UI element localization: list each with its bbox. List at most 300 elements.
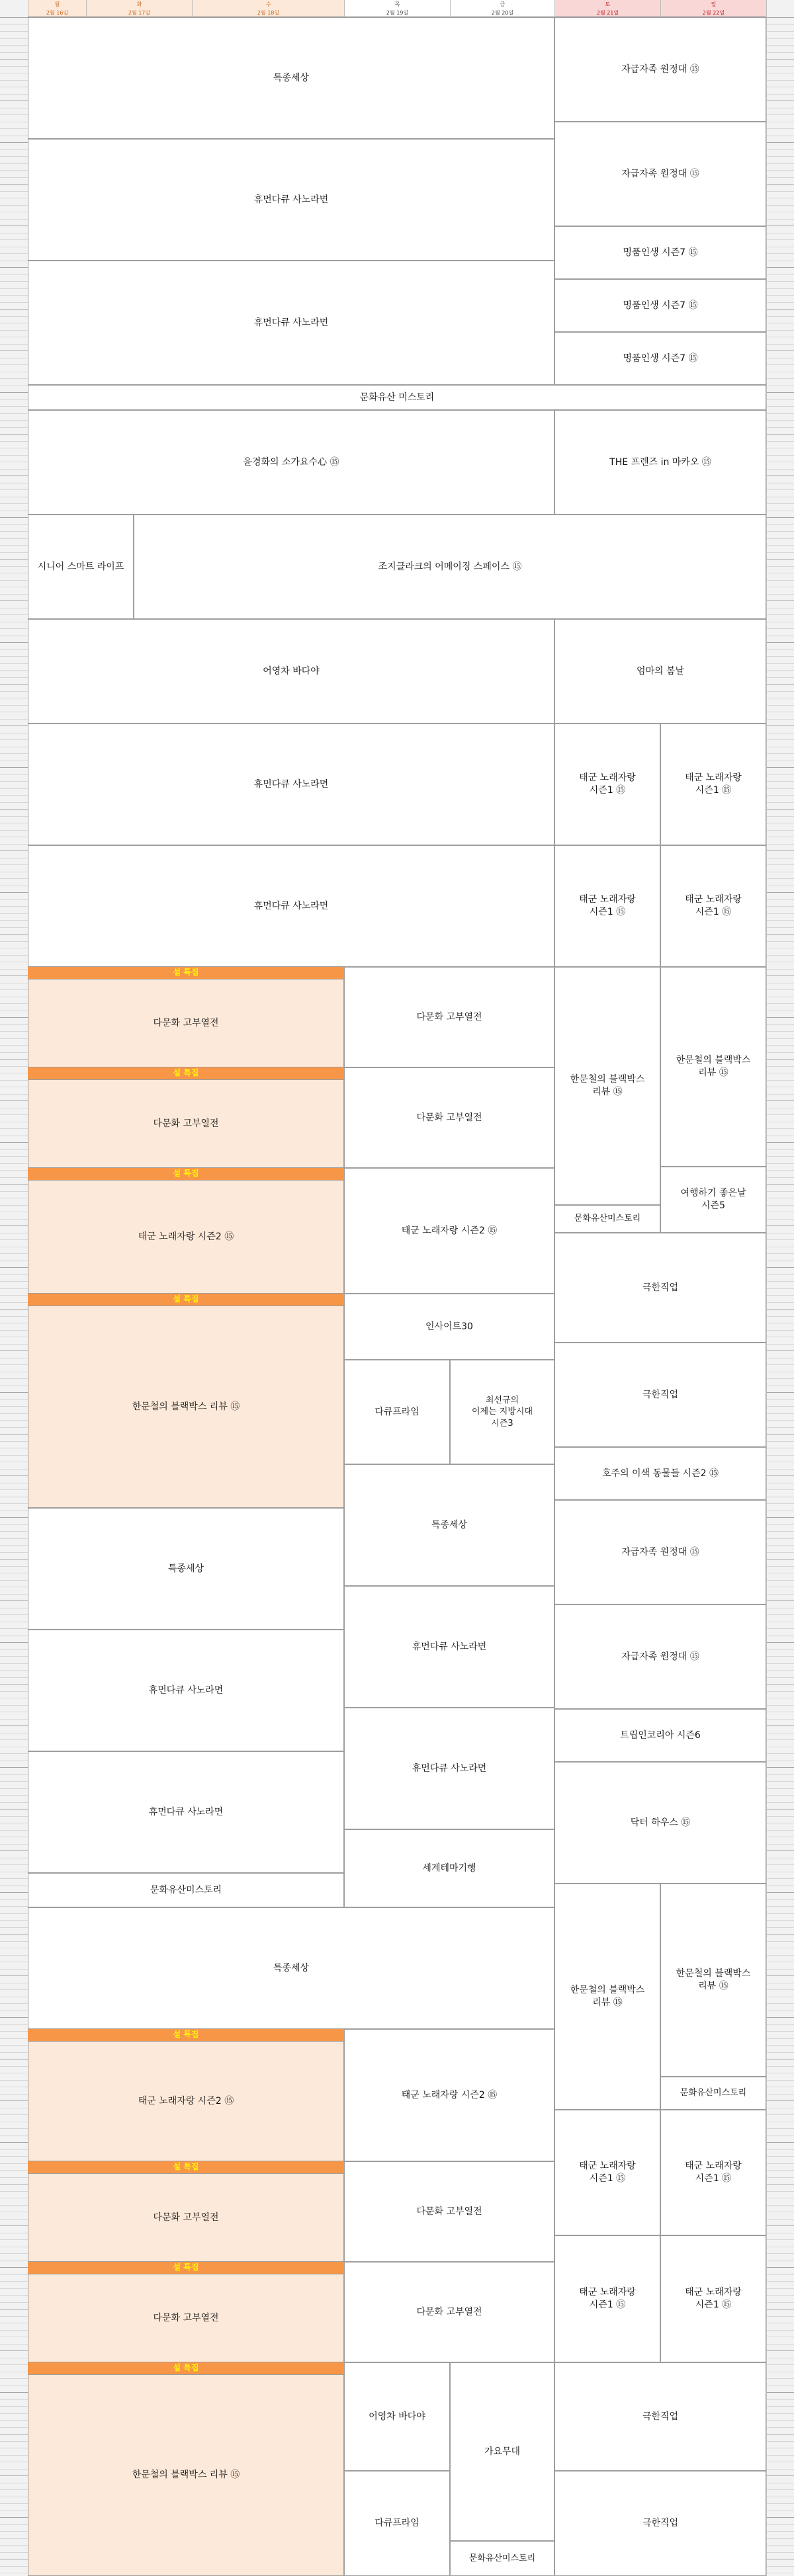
time-tick: [0, 1628, 28, 1629]
program-block[interactable]: 조지클라크의 어메이징 스페이스 ⑮: [134, 515, 766, 619]
time-tick: [767, 1344, 794, 1345]
time-tick: [0, 1989, 28, 1990]
time-tick: [0, 691, 28, 692]
program-block[interactable]: 어영차 바다야: [28, 619, 554, 724]
time-tick: [0, 2475, 28, 2476]
time-tick: [767, 1219, 794, 1220]
time-tick: [0, 656, 28, 657]
time-tick: [767, 434, 794, 435]
time-tick: [767, 1114, 794, 1115]
time-tick: [0, 1677, 28, 1678]
date-tue: 2월 17일: [86, 9, 192, 17]
time-tick: [767, 267, 794, 268]
time-tick: [767, 420, 794, 421]
time-tick: [0, 177, 28, 178]
time-tick: [0, 2205, 28, 2206]
time-tick: [0, 2531, 28, 2532]
time-tick: [767, 2114, 794, 2115]
time-tick: [0, 406, 28, 407]
day-sat: 토: [554, 0, 660, 9]
program-block[interactable]: 휴먼다큐 사노라면: [344, 1586, 554, 1708]
program-block[interactable]: 한문철의 블랙박스 리뷰 ⑮: [660, 967, 766, 1167]
time-tick: [0, 253, 28, 254]
time-tick: [0, 2045, 28, 2046]
time-tick: [767, 128, 794, 129]
program-block[interactable]: 자급자족 원정대 ⑮: [554, 17, 766, 122]
time-tick: [0, 1580, 28, 1581]
time-tick: [767, 1566, 794, 1567]
program-block[interactable]: 다문화 고부열전: [344, 2262, 554, 2362]
time-tick: [767, 1489, 794, 1490]
program-block[interactable]: 명품인생 시즌7 ⑮: [554, 226, 766, 279]
time-tick: [767, 788, 794, 789]
time-tick: [0, 913, 28, 914]
time-tick: [767, 1788, 794, 1789]
program-block[interactable]: 태군 노래자랑 시즌1 ⑮: [660, 2235, 766, 2362]
program-block[interactable]: 윤경화의 소가요수心 ⑮: [28, 410, 554, 515]
time-tick: [0, 1552, 28, 1553]
time-tick: [0, 1878, 28, 1879]
time-tick: [767, 1830, 794, 1831]
program-block[interactable]: 다문화 고부열전: [28, 1079, 344, 1168]
time-tick: [767, 705, 794, 706]
program-block[interactable]: 다문화 고부열전: [28, 2173, 344, 2262]
time-tick: [767, 774, 794, 775]
time-tick: [767, 670, 794, 671]
time-tick: [0, 1795, 28, 1796]
time-tick: [767, 1399, 794, 1400]
time-tick: [767, 545, 794, 546]
time-tick: [0, 878, 28, 879]
time-tick: [767, 1906, 794, 1907]
time-tick: [0, 2364, 28, 2365]
time-tick: [767, 2350, 794, 2351]
time-tick: [767, 927, 794, 928]
time-tick: [767, 1739, 794, 1740]
time-tick: [0, 864, 28, 865]
time-tick: [0, 705, 28, 706]
time-tick: [0, 2538, 28, 2539]
time-tick: [767, 2469, 794, 2470]
program-block[interactable]: 트립인코리아 시즌6: [554, 1709, 766, 1762]
time-tick: [767, 2281, 794, 2282]
time-tick: [767, 1420, 794, 1421]
program-block[interactable]: 태군 노래자랑 시즌1 ⑮: [554, 2235, 660, 2362]
program-block[interactable]: 명품인생 시즌7 ⑮: [554, 332, 766, 385]
time-tick: [0, 1427, 28, 1428]
time-tick: [767, 1469, 794, 1470]
time-tick: [0, 2469, 28, 2470]
time-tick: [767, 2455, 794, 2456]
time-tick: [0, 809, 28, 810]
time-tick: [0, 1725, 28, 1726]
time-tick: [0, 52, 28, 53]
program-block[interactable]: 특종세상: [28, 17, 554, 139]
time-tick: [767, 684, 794, 685]
time-tick: [767, 934, 794, 935]
time-tick: [767, 80, 794, 81]
program-block[interactable]: 태군 노래자랑 시즌1 ⑮: [554, 724, 660, 845]
time-tick: [767, 1170, 794, 1171]
time-tick: [767, 1816, 794, 1817]
program-block[interactable]: 다문화 고부열전: [28, 2274, 344, 2362]
time-tick: [767, 17, 794, 18]
time-tick: [0, 170, 28, 171]
time-tick: [0, 1302, 28, 1303]
time-tick: [0, 989, 28, 990]
time-tick: [0, 2545, 28, 2546]
time-tick: [0, 489, 28, 490]
time-tick: [0, 1781, 28, 1782]
time-tick: [0, 795, 28, 796]
time-tick: [0, 1378, 28, 1379]
time-tick: [767, 899, 794, 900]
program-block[interactable]: 문화유산미스토리: [28, 1873, 344, 1907]
time-tick: [0, 219, 28, 220]
time-tick: [0, 1941, 28, 1942]
program-block[interactable]: 한문철의 블랙박스 리뷰 ⑮: [554, 1884, 660, 2110]
time-tick: [767, 1441, 794, 1442]
time-tick: [0, 163, 28, 164]
time-tick: [0, 80, 28, 81]
program-block[interactable]: 문화유산 미스토리: [28, 385, 766, 410]
time-tick: [0, 1288, 28, 1289]
time-tick: [767, 1052, 794, 1053]
program-block[interactable]: 태군 노래자랑 시즌2 ⑮: [28, 1180, 344, 1294]
time-tick: [767, 24, 794, 25]
time-tick: [767, 2177, 794, 2178]
time-tick: [0, 1649, 28, 1650]
time-tick: [0, 1017, 28, 1018]
time-tick: [767, 809, 794, 810]
time-tick: [0, 642, 28, 643]
time-tick: [767, 2239, 794, 2240]
time-tick: [0, 1114, 28, 1115]
time-tick: [0, 184, 28, 185]
time-tick: [0, 2114, 28, 2115]
time-tick: [0, 149, 28, 150]
program-block[interactable]: 가요무대: [450, 2362, 554, 2541]
time-tick: [0, 205, 28, 206]
time-tick: [767, 441, 794, 442]
time-tick: [0, 1670, 28, 1671]
time-tick: [0, 309, 28, 310]
program-block[interactable]: 한문철의 블랙박스 리뷰 ⑮: [28, 1306, 344, 1508]
special-banner: 설 특집: [28, 2362, 344, 2374]
time-tick: [0, 94, 28, 95]
time-tick: [0, 344, 28, 345]
program-block[interactable]: 태군 노래자랑 시즌2 ⑮: [344, 2029, 554, 2161]
time-tick: [0, 1281, 28, 1282]
time-tick: [767, 2406, 794, 2407]
time-tick: [0, 2503, 28, 2504]
time-tick: [767, 1719, 794, 1720]
time-tick: [767, 1142, 794, 1143]
time-tick: [767, 2253, 794, 2254]
program-block[interactable]: 태군 노래자랑 시즌1 ⑮: [660, 2110, 766, 2235]
time-tick: [0, 2344, 28, 2345]
time-tick: [0, 524, 28, 525]
program-block[interactable]: 특종세상: [28, 1508, 344, 1630]
time-tick: [0, 1538, 28, 1539]
program-block[interactable]: 문화유산미스토리: [554, 1205, 660, 1233]
time-tick: [767, 2267, 794, 2268]
program-block[interactable]: 휴먼다큐 사노라면: [28, 139, 554, 261]
time-tick: [767, 2420, 794, 2421]
time-tick: [0, 191, 28, 192]
time-tick: [767, 2364, 794, 2365]
time-tick: [0, 316, 28, 317]
time-tick: [767, 2413, 794, 2414]
time-tick: [767, 2316, 794, 2317]
day-thu: 목: [344, 0, 450, 9]
time-tick: [0, 677, 28, 678]
time-tick: [0, 24, 28, 25]
time-tick: [767, 184, 794, 185]
time-tick: [767, 66, 794, 67]
time-tick: [767, 517, 794, 518]
time-tick: [0, 2219, 28, 2220]
time-tick: [767, 2475, 794, 2476]
program-block[interactable]: 세계테마기행: [344, 1829, 554, 1907]
time-tick: [767, 538, 794, 539]
program-block[interactable]: 자급자족 원정대 ⑮: [554, 1604, 766, 1709]
time-tick: [0, 1406, 28, 1407]
time-tick: [0, 274, 28, 275]
time-tick: [0, 2177, 28, 2178]
time-tick: [0, 2281, 28, 2282]
time-tick: [0, 774, 28, 775]
time-tick: [0, 2191, 28, 2192]
program-block[interactable]: 휴먼다큐 사노라면: [28, 1751, 344, 1873]
program-block[interactable]: 휴먼다큐 사노라면: [28, 845, 554, 967]
time-tick: [767, 1774, 794, 1775]
time-tick: [767, 1913, 794, 1914]
program-block[interactable]: THE 프렌즈 in 마카오 ⑮: [554, 410, 766, 515]
time-tick: [767, 1413, 794, 1414]
time-tick: [767, 719, 794, 720]
time-tick: [767, 1552, 794, 1553]
time-tick: [0, 2170, 28, 2171]
time-tick: [0, 2017, 28, 2018]
time-tick: [0, 1420, 28, 1421]
time-tick: [767, 1205, 794, 1206]
program-block[interactable]: 극한직업: [554, 1343, 766, 1447]
program-block[interactable]: 특종세상: [28, 1907, 554, 2029]
time-tick: [767, 1475, 794, 1476]
date-mon: 2월 16일: [28, 9, 86, 17]
program-block[interactable]: 최선규의 이제는 지방시대 시즌3: [450, 1360, 554, 1464]
time-tick: [767, 864, 794, 865]
program-block[interactable]: 태군 노래자랑 시즌1 ⑮: [660, 845, 766, 967]
time-tick: [0, 1614, 28, 1615]
time-tick: [0, 378, 28, 379]
time-tick: [0, 1503, 28, 1504]
program-block[interactable]: 휴먼다큐 사노라면: [28, 261, 554, 385]
time-tick: [767, 1844, 794, 1845]
time-tick: [0, 1892, 28, 1893]
time-tick: [767, 2566, 794, 2567]
time-tick: [767, 1927, 794, 1928]
program-block[interactable]: 다큐프라임: [344, 1360, 450, 1464]
program-block[interactable]: 자급자족 원정대 ⑮: [554, 122, 766, 226]
time-tick: [0, 2066, 28, 2067]
program-block[interactable]: 다문화 고부열전: [28, 979, 344, 1067]
time-tick: [767, 2142, 794, 2143]
program-block[interactable]: 극한직업: [554, 1233, 766, 1343]
time-tick: [0, 1267, 28, 1268]
time-tick: [0, 1177, 28, 1178]
time-tick: [0, 1253, 28, 1254]
time-tick: [0, 2080, 28, 2081]
time-tick: [767, 2031, 794, 2032]
program-block[interactable]: 다큐프라임: [344, 2471, 450, 2576]
program-block[interactable]: 엄마의 봄날: [554, 619, 766, 724]
time-tick: [767, 2441, 794, 2442]
time-tick: [767, 1378, 794, 1379]
time-tick: [767, 2531, 794, 2532]
time-tick: [767, 1038, 794, 1039]
program-block[interactable]: 태군 노래자랑 시즌1 ⑮: [554, 2110, 660, 2235]
time-tick: [0, 128, 28, 129]
time-tick: [767, 114, 794, 115]
time-tick: [0, 1295, 28, 1296]
program-block[interactable]: 여행하기 좋은날 시즌5: [660, 1167, 766, 1233]
time-tick: [767, 295, 794, 296]
program-block[interactable]: 문화유산미스토리: [660, 2077, 766, 2110]
time-tick: [0, 719, 28, 720]
time-tick: [767, 2080, 794, 2081]
time-tick: [0, 1350, 28, 1351]
time-tick: [0, 1788, 28, 1789]
program-block[interactable]: 호주의 이색 동물들 시즌2 ⑮: [554, 1447, 766, 1500]
time-tick: [767, 2003, 794, 2004]
time-tick: [0, 1045, 28, 1046]
program-block[interactable]: 명품인생 시즌7 ⑮: [554, 279, 766, 332]
program-block[interactable]: 휴먼다큐 사노라면: [28, 1630, 344, 1751]
time-tick: [767, 149, 794, 150]
time-tick: [0, 267, 28, 268]
time-tick: [767, 2191, 794, 2192]
time-tick: [0, 1344, 28, 1345]
time-tick: [767, 2489, 794, 2490]
program-block[interactable]: 시니어 스마트 라이프: [28, 515, 134, 619]
time-tick: [0, 538, 28, 539]
time-tick: [0, 2295, 28, 2296]
time-tick: [767, 2100, 794, 2101]
time-tick: [0, 1719, 28, 1720]
time-tick: [0, 1170, 28, 1171]
program-block[interactable]: 한문철의 블랙박스 리뷰 ⑮: [28, 2374, 344, 2576]
time-tick: [767, 2045, 794, 2046]
special-banner: 설 특집: [28, 2029, 344, 2041]
time-tick: [0, 281, 28, 282]
date-sat: 2월 21일: [554, 9, 660, 17]
program-block[interactable]: 닥터 하우스 ⑮: [554, 1762, 766, 1884]
time-tick: [767, 844, 794, 845]
time-tick: [0, 45, 28, 46]
time-tick: [767, 413, 794, 414]
time-tick: [0, 594, 28, 595]
time-tick: [767, 274, 794, 275]
program-block[interactable]: 문화유산미스토리: [450, 2541, 554, 2576]
time-tick: [767, 2517, 794, 2518]
time-tick: [0, 663, 28, 664]
time-tick: [0, 2392, 28, 2393]
time-tick: [0, 2225, 28, 2226]
program-block[interactable]: 태군 노래자랑 시즌1 ⑮: [554, 845, 660, 967]
program-block[interactable]: 인사이트30: [344, 1294, 554, 1360]
day-mon: 월: [28, 0, 86, 9]
program-block[interactable]: 태군 노래자랑 시즌1 ⑮: [660, 724, 766, 845]
program-block[interactable]: 휴먼다큐 사노라면: [344, 1708, 554, 1829]
program-block[interactable]: 다문화 고부열전: [344, 967, 554, 1067]
program-block[interactable]: 자급자족 원정대 ⑮: [554, 1500, 766, 1604]
time-tick: [0, 2427, 28, 2428]
time-tick: [767, 253, 794, 254]
time-tick: [0, 1163, 28, 1164]
time-tick: [0, 2100, 28, 2101]
time-tick: [0, 1441, 28, 1442]
time-tick: [767, 1267, 794, 1268]
time-tick: [767, 1239, 794, 1240]
time-tick: [767, 642, 794, 643]
program-block[interactable]: 어영차 바다야: [344, 2362, 450, 2471]
program-block[interactable]: 다문화 고부열전: [344, 1067, 554, 1168]
time-tick: [767, 2524, 794, 2525]
time-tick: [0, 2524, 28, 2525]
program-block[interactable]: 태군 노래자랑 시즌2 ⑮: [28, 2041, 344, 2161]
day-sun: 일: [660, 0, 766, 9]
time-tick: [0, 1864, 28, 1865]
time-tick: [767, 281, 794, 282]
time-tick: [767, 955, 794, 956]
time-tick: [767, 2094, 794, 2095]
time-tick: [767, 1045, 794, 1046]
time-tick: [767, 656, 794, 657]
program-block[interactable]: 특종세상: [344, 1464, 554, 1586]
time-tick: [767, 830, 794, 831]
time-tick: [767, 2038, 794, 2039]
time-tick: [0, 330, 28, 331]
time-tick: [767, 2274, 794, 2275]
time-tick: [767, 795, 794, 796]
time-tick: [0, 955, 28, 956]
time-tick: [767, 2017, 794, 2018]
time-tick: [0, 1767, 28, 1768]
day-wed: 수: [192, 0, 344, 9]
time-tick: [0, 1149, 28, 1150]
program-block[interactable]: 한문철의 블랙박스 리뷰 ⑮: [554, 967, 660, 1205]
time-tick: [0, 684, 28, 685]
time-tick: [0, 844, 28, 845]
program-block[interactable]: 다문화 고부열전: [344, 2161, 554, 2262]
program-block[interactable]: 휴먼다큐 사노라면: [28, 724, 554, 845]
time-tick: [0, 441, 28, 442]
day-fri: 금: [450, 0, 554, 9]
program-block[interactable]: 태군 노래자랑 시즌2 ⑮: [344, 1168, 554, 1294]
program-block[interactable]: 한문철의 블랙박스 리뷰 ⑮: [660, 1884, 766, 2077]
program-block[interactable]: 극한직업: [554, 2362, 766, 2471]
time-tick: [767, 677, 794, 678]
program-block[interactable]: 극한직업: [554, 2471, 766, 2576]
time-tick: [0, 892, 28, 893]
time-tick: [767, 1031, 794, 1032]
time-tick: [0, 2239, 28, 2240]
time-tick: [767, 552, 794, 553]
time-tick: [0, 288, 28, 289]
time-tick: [767, 969, 794, 970]
